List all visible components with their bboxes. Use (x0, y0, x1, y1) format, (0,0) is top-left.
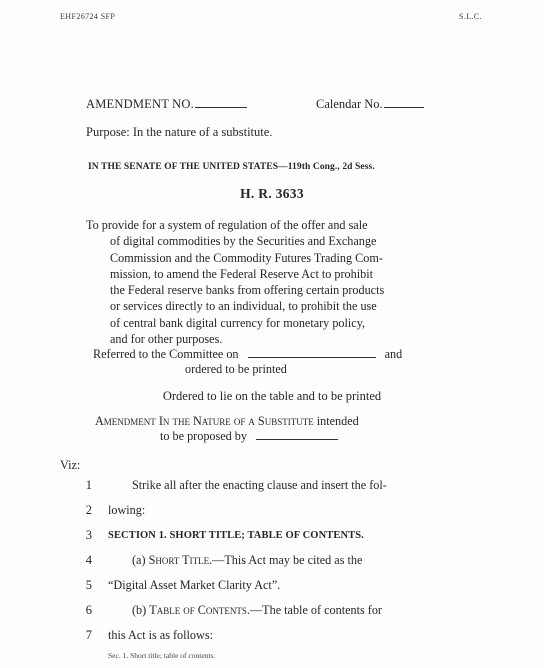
ordered-line: Ordered to lie on the table and to be printed (162, 389, 382, 403)
slc-marker: S.L.C. (459, 12, 483, 21)
line-number: 1 (85, 478, 92, 492)
toc-entry: Sec. 1. Short title; table of contents. (108, 651, 216, 660)
long-title-line: mission, to amend the Federal Reserve Act to prohibit (110, 266, 373, 281)
long-title-line: of digital commodities by the Securities and Exchange (110, 234, 377, 249)
amendment-number (86, 97, 247, 112)
referred-suffix: and (384, 347, 403, 361)
proposed-by-label: to be proposed by (160, 429, 247, 443)
referred-line (93, 347, 402, 362)
bill-text-line: this Act is as follows: (108, 628, 213, 642)
long-title-line: Commission and the Commodity Futures Trading Com- (110, 250, 383, 265)
viz-label: Viz: (60, 458, 81, 472)
long-title-line: the Federal reserve banks from offering certain products (110, 283, 385, 298)
long-title-line: of central bank digital currency for monetary policy, (110, 315, 366, 330)
proposer-blank (256, 438, 338, 440)
long-title-line: or services directly to an individual, to prohibit the use (110, 299, 377, 314)
bill-text-line: lowing: (108, 503, 146, 517)
long-title (86, 217, 446, 347)
line-number: 4 (85, 553, 92, 567)
long-title-line: To provide for a system of regulation of the offer and sale (86, 218, 368, 232)
bill-text-line (132, 603, 382, 618)
ordered-printed-line: ordered to be printed (185, 362, 287, 376)
senate-line: IN THE SENATE OF THE UNITED STATES—119th Cong., 2d Sess. (88, 162, 375, 172)
purpose-line: Purpose: In the nature of a substitute. (86, 125, 273, 139)
line-number: 5 (85, 578, 92, 592)
long-title-line: and for other purposes. (110, 332, 223, 347)
substitute-line (95, 414, 359, 429)
bill-text-line: Strike all after the enacting clause and insert the fol- (132, 478, 387, 492)
line-number: 3 (85, 528, 92, 542)
subsection-heading: Table of Contents (149, 603, 247, 617)
bill-text-line: “Digital Asset Market Clarity Act”. (108, 578, 281, 592)
subsection-text: .—The table of contents for (246, 603, 382, 617)
committee-blank (248, 356, 376, 358)
section-heading: SECTION 1. SHORT TITLE; TABLE OF CONTENTS. (108, 530, 364, 541)
referred-prefix: Referred to the Committee on (93, 347, 239, 361)
substitute-tail: intended (316, 414, 359, 428)
line-number: 7 (85, 628, 92, 642)
line-number: 2 (85, 503, 92, 517)
calendar-label: Calendar No. (316, 97, 383, 111)
subsection-text: .—This Act may be cited as the (209, 553, 363, 567)
subsection-prefix: (a) (132, 553, 149, 567)
bill-text-line (132, 553, 362, 568)
calendar-blank (384, 106, 424, 108)
substitute-heading: Amendment In the Nature of a Substitute (95, 414, 314, 428)
amendment-label: AMENDMENT NO. (86, 97, 194, 111)
subsection-prefix: (b) (132, 603, 150, 617)
bill-number: H. R. 3633 (240, 186, 304, 201)
subsection-heading: Short Title (148, 553, 210, 567)
document-id: EHF26724 SFP (60, 12, 116, 21)
line-number: 6 (85, 603, 92, 617)
amendment-blank (195, 106, 247, 108)
proposed-by-line (160, 429, 338, 444)
calendar-number (316, 97, 424, 112)
